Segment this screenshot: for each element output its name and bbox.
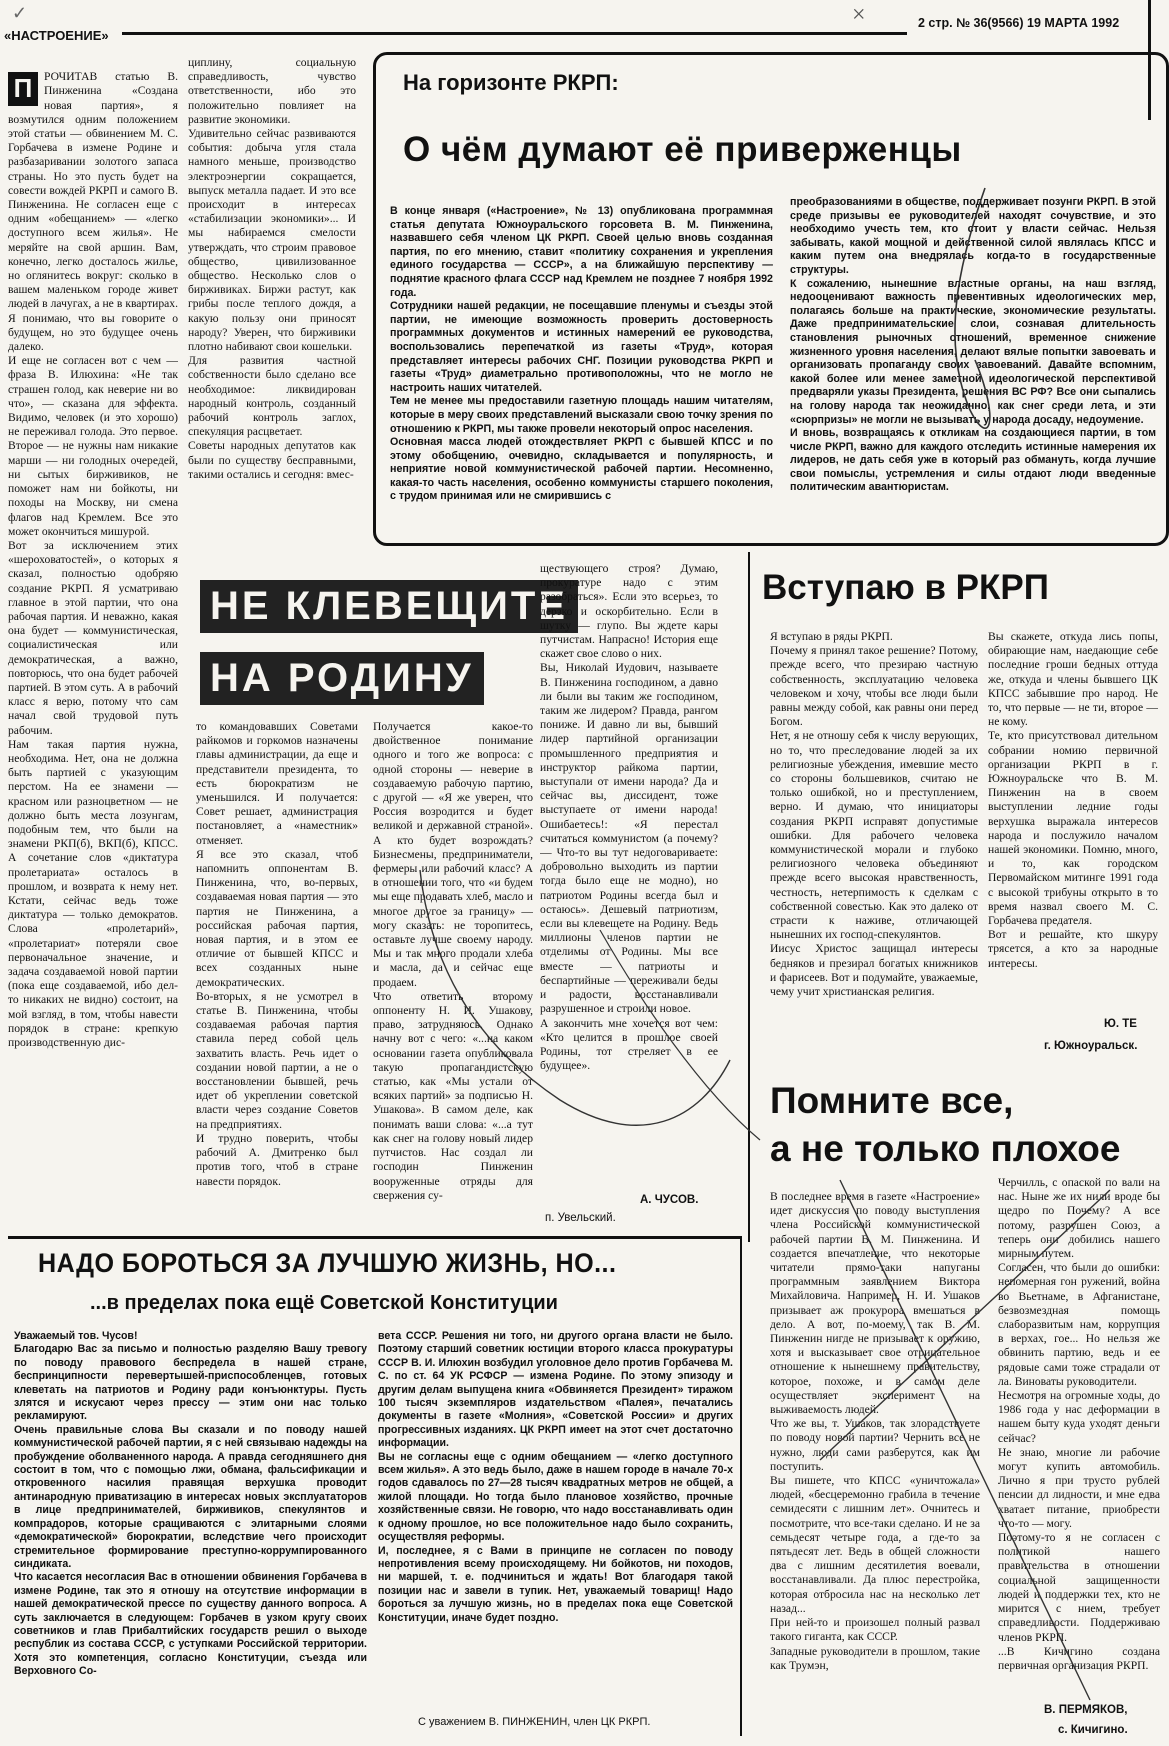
pomnite-signature: В. ПЕРМЯКОВ, [1044, 1704, 1128, 1716]
klevetat-title-line1: НЕ КЛЕВЕЩИТЕ [200, 580, 578, 633]
borotsya-subtitle: ...в пределах пока ещё Советской Конституции [90, 1292, 558, 1314]
klevetat-signature: А. ЧУСОВ. [640, 1194, 699, 1206]
article-left-col2: циплину, социальную справедливость, чувство ответственности, ибо это положительно повлияет на развитие экономики. Удивительно сейчас развиваются события: добыча угля стала намного меньше, производство электроэнергии сокращается, выпуск металла падает. И это все происходит в интересах «стабилизации экономики»... И мы набираемся смелости утверждать, что строим правовое общество, цивилизованное общество. Несколько слов о бирживиках. Биржи растут, как грибы после теплого дождя, а какую пользу они приносят народу? Уверен, что бирживики плотно набивают свои кошельки. Для развития частной собственности было сделано все необходимое: ликвидирован народный контроль, созданный рабочий контроль заглох, спекуляция расцветает. Советы народных депутатов как были по существу бесправными, такими остались и сегодня: вмес- [188, 56, 356, 481]
rkrp-title: О чём думают её приверженцы [403, 130, 962, 169]
klevetat-title-block2 [200, 652, 484, 705]
borotsya-title: НАДО БОРОТЬСЯ ЗА ЛУЧШУЮ ЖИЗНЬ, НО... [38, 1248, 617, 1278]
vstupayu-col2: Вы скажете, откуда лись попы, обирающие нам, наедающие себе последние гроши бедных оттуда же, откуда и члены бывшего ЦК КПСС забывшие про народ. Не то, что первые — не ти, второе — не кому. Те, кто присутствовал дительном собрании номию первичной организации РКРП в г. Южноуральске что В. М. Пинженин на в своем выступлении ледние годы верхушка выражала интересов народа и послужило началом нашей экономики. Помню, много, и то, как городском Первомайском митинге 1991 года с высокой трибуны открыто в то время назвал своего М. С. Горбачева предателя. Вот и решайте, кто шкуру трясется, а кто за народные интересы. [988, 630, 1158, 970]
article-left-col1 [8, 56, 178, 1226]
pomnite-place: с. Кичигино. [1058, 1724, 1128, 1736]
pomnite-col1: В последнее время в газете «Настроение» идет дискуссия по поводу выступления члена Российской коммунистической рабочей партии В. М. Пинженина. И создается впечатление, что некоторые читатели прямо-таки напуганы программным заявлением Виктора Михайловича. Например, Н. И. Ушаков призывает аж прокурора вмешаться в дело. А вот, по-моему, так В. М. Пинженин нигде не призывает к оружию, хотя и высказывает свое отрицательное отношение к нынешнему правительству, которое, похоже, и в самом деле осуществляет эксперимент на выживаемость людей. Что же вы, т. Ушаков, так злорадствуете по поводу новой партии? Чернить все не нужно, люди сами разберутся, как им поступить. Вы пишете, что КПСС «уничтожала» людей, «бесцеремонно грабила в течение семидесяти с лишним лет». Очнитесь и посмотрите, что все-таки сделано. И не за семьдесят четыре года, а где-то за пятьдесят лет. Ведь в общей сложности два с лишним десятилетия воевали, восстанавливали. Да плюс перестройка, которая отбросила нас на несколько лет назад... При ней-то и произошел полный развал такого гиганта, как СССР. Западные руководители в прошлом, такие как Трумэн, [770, 1190, 980, 1672]
pomnite-title-line1: Помните все, [770, 1080, 1014, 1121]
rkrp-col2: преобразованиями в обществе, поддерживает позунги РКРП. В этой среде призывы ее руководителей находят сочувствие, и это необходимо учесть тем, кто стоит у власти сейчас. Нельзя забывать, какой мощной и действенной силой являлась КПСС и каким путем она внедрялась когда-то в государственные структуры. К сожалению, нынешние властные органы, на наш взгляд, недооценивают важность превентивных идеологических мер, полагаясь больше на практические, экономические результаты. Даже предпринимательские слои, сознавая длительность становления рыночных отношений, временное снижение жизненного уровня населения, делают вялые попытки завоевать и организовать пропаганду своих завоеваний. Давайте вспомним, какой более или менее заметной идеологической перспективой предваряли указы Президента, решения ВС РФ? Все они сыпались на голову народа так неожиданно, как снег среди лета, и эти «сюрпризы» не могли не вызывать у народа досаду, недоумение. И вновь, возвращаясь к откликам на создающиеся партии, в том числе РКРП, важно для каждого отследить истинные намерения их лидеров, не дать себя уже в который раз обмануть, когда лучшие свои помыслы, устремления и силы отдают люди введенные политическим авантюристам. [790, 196, 1156, 494]
corner-handwriting-mark: × [852, 2, 866, 28]
vstupayu-col1: Я вступаю в ряды РКРП. Почему я принял такое решение? Потому, прежде всего, что презираю частную собственность, эксплуатацию человека человеком и хочу, чтобы все люди были равны между собой, как равны они перед Богом. Нет, я не отношу себя к числу верующих, но то, что преследование людей за их религиозные убеждения, имевшие место со стороны большевиков, считаю не только ошибкой, но и преступлением, верно. И думаю, что инициаторы создания РКРП исправят допустимые ошибки. Для рабочего человека коммунистической морали и глубоко религиозного человека объединяют прежде всего высокая нравственность, честность, нетерпимость к сделкам с собственной совестью. Как это далеко от страсти к наживе, отличающей нынешних их господ-спекулянтов. Иисус Христос защищал интересы бедняков и презирал богатых книжников и фарисеев. Вот и подумайте, уважаемые, чему учит христианская религия. [770, 630, 978, 999]
divider-vstupayu [748, 552, 750, 1242]
corner-handwriting-check: ✓ [12, 3, 28, 23]
rkrp-col1: В конце января («Настроение», № 13) опубликована программная статья депутата Южноуральского горсовета В. М. Пинженина, назвавшего себя членом ЦК РКРП. Своей целью вновь созданная партия, по его мнению, ставит «политику сохранения и укрепления единого государства — СССР», а на ближайшую перспективу — поднятие красного флага СССР над Кремлем не позднее 7 ноября 1992 года. Сотрудники нашей редакции, не посещавшие пленумы и съезды этой партии, не имеющие возможность проверить достоверность программных документов и истинных намерений ее руководства, воспользовались перепечаткой из газеты «Труд», которая представляет интересы рабочих СНГ. Позиции руководства РКРП и газеты «Труд» диаметрально противоположны, что не могло не настроить наших читателей. Тем не менее мы предоставили газетную площадь нашим читателям, которые в меру своих представлений высказали свою точку зрения по отношению к РКРП, мы также провели некоторый опрос населения. Основная масса людей отождествляет РКРП с бывшей КПСС и по этому обобщению, очевидно, складывается и популярность, и неприятие новой коммунистической рабочей партии. Несомненно, какая-то часть населения, особенно коммунисты старшего поколения, с трудом принимая или не смирившись с [390, 205, 773, 503]
borotsya-signature: С уважением В. ПИНЖЕНИН, член ЦК РКРП. [418, 1716, 651, 1728]
vstupayu-place: г. Южноуральск. [1044, 1040, 1138, 1052]
pomnite-title-line2: а не только плохое [770, 1128, 1121, 1169]
klevetat-title-block [200, 580, 578, 633]
klevetat-col3: ществующего строя? Думаю, прокуратуре надо с этим разобраться». Если это всерьез, то дерзко и оскорбительно. Если в шутку — глупо. Вы ждете кары путчистам. Напрасно! История еще скажет свое слово о них. Вы, Николай Иудович, называете В. Пинженина господином, а давно ли были вы таким же господином, таким же лидером? Правда, рангом пониже. И давно ли вы, бывший лидер партийной организации промышленного предприятия и инструктор райкома партии, выступали от имени народа? Да и сейчас вы, диссидент, тоже выступаете от имени народа! Ошибаетесь!: «Я перестал считаться коммунистом (а почему? — Что-то вы тут недоговариваете: добровольно выходить из партии тогда было еще не модно), но патриотом Родины всегда был и остаюсь». Дешевый патриотизм, если вы клевещете на Родину. Ведь миллионы членов партии не отделимы от Родины. Мы все вместе — патриоты и беспартийные — переживали беды и радости, восстанавливали разрушенное и строили новое. А закончить мне хочется вот чем: «Кто целится в прошлое своей Родины, тот стреляет в ее будущее». [540, 562, 718, 1073]
divider-borotsya-right [740, 1236, 742, 1736]
borotsya-col2: вета СССР. Решения ни того, ни другого органа власти не было. Поэтому старший советник юстиции второго класса прокуратуры СССР В. И. Илюхин возбудил уголовное дело против Горбачева М. С. по ст. 64 УК РСФСР — измена Родине. По этому эпизоду и другим делам выпущена книга «Обвиняется Президент» тиражом 100 тысяч экземпляров издательством «Палея», печатались документы в газете «Молния», «Советской России» и других прогрессивных изданиях. ЦК РКРП имеет на этот счет достаточно информации. Вы не согласны еще с одним обещанием — «легко доступного всем жилья». А это ведь было, даже в нашем городе в начале 70-х годов сдавалось по 27—28 тысяч квадратных метров не общей, а жилой площади. Но тогда было плановое хозяйство, прочные хозяйственные связи. Не говорю, что надо восстанавливать один к одному прошлое, но все положительное надо было сохранить, осуществляя реформы. И, последнее, я с Вами в принципе не согласен по поводу непротивления всему происходящему. Ни бойкотов, ни походов, ни маршей, т. е. подчиниться и ждать! Вот благодаря такой позиции нас и завели в тупик. Нет, уважаемый товарищ! Надо бороться за лучшую жизнь, но в пределах пока еще Советской Конституции, иначе будет поздно. [378, 1330, 733, 1624]
vstupayu-signature: Ю. ТЕ [1104, 1018, 1137, 1030]
klevetat-title-line2: НА РОДИНУ [200, 652, 484, 705]
pomnite-col2: Черчилль, с опаской по вали на нас. Ныне же их нили вроде бы щедро по Почему? А все потому, разрушен Союз, а теперь они добились нашего мирным путем. Согласен, что были до ошибки: непомерная гон ружений, война во Вьетнаме, в Афганистане, безвозмездная помощь слаборазвитым нам, коррупция в верхах, гое... Но нельзя же обвинить партию, ведь и ее рядовые сами тоже страдали от ла. Виноваты руководители. Несмотря на огромные ходы, до 1986 года у нас деформации в нашем быту куда уходят деньги сейчас? Не знаю, многие ли рабочие могут купить автомобиль. Лично я при трусто рублей пенсии дл лидности, и мне едва хватает питание, приобрести что-то — могу. Поэтому-то я не согласен с политикой нашего правительства в отношении социальной защищенности людей и поддержки тех, кто не мирится с нием, требует справедливости. Поддерживаю членов РКРП. ...В Кичигино создана первичная организация РКРП. [998, 1176, 1160, 1672]
rkrp-rubric: На горизонте РКРП: [403, 70, 619, 95]
section-label: «НАСТРОЕНИЕ» [4, 28, 109, 43]
vstupayu-title: Вступаю в РКРП [762, 568, 1049, 607]
issue-info: 2 стр. № 36(9566) 19 МАРТА 1992 [918, 16, 1120, 30]
divider-borotsya-top [8, 1236, 740, 1239]
article-left-col1-text: РОЧИТАВ статью В. Пинженина «Создана новая партия», я возмутился одним положением этой статьи — обвинением М. С. Горбачева в измене Родине и разбазаривании золотого запаса страны. Но это пусть будет на совести вождей РКРП и самого В. Пинженина. Не согласен еще с одним «обещанием» — «легко доступного всем жилья». Не меряйте на свой аршин. Вам, конечно, легко досталось жилье, но оглянитесь вокруг: сколько в вашем маленьком городе живет людей в лачугах, а не в квартирах. Я понимаю, что вы говорите о будущем, но это будущее очень далеко. И еще не согласен вот с чем — фраза В. Илюхина: «Не так страшен голод, как неверие ни во что», — сказана для эффекта. Видимо, человек (и это хорошо) не переживал голода. Это первое. Второе — не нужны нам никакие марши — ни голодных очередей, ни сытых бирживиков, не поможет нам ни бойкоты, ни походы на Москву, ни смена флагов над Кремлем. Все это может окончиться мишурой. Вот за исключением этих «шероховатостей», о которых я сказал, полностью одобряю создание РКРП. Я усматриваю главное в этой партии, что она рабочая партия. И неважно, какая она будет — коммунистическая, социалистическая или демократическая, а важно, повторюсь, что она будет рабочей партией. В этом суть. А в рабочий класс я верю, потому что сам начал свой трудовой путь рабочим. Нам такая партия нужна, необходима. Нет, она не должна быть партией с указующим перстом. На ее знамени — красном или разноцветном — не должно быть места лозунгам, подобным тем, что были на знамени РКП(б), ВКП(б), КПСС. А сочетание слов «диктатура пролетариата» осталось в прошлом, и возврата к нему нет. Кстати, сейчас ведь тоже диктатура — только демократов. Слова «пролетарий», «пролетариат» потеряли свое первоначальное значение, и задача создаваемой новой партии (пока еще создаваемой, ибо дел-то никаких не видно) состоит, на мой взгляд, в том, чтобы навести порядок в стране: крепкую производственную дис- [8, 70, 178, 1050]
klevetat-place: п. Увельский. [545, 1212, 616, 1224]
klevetat-col2: Получается какое-то двойственное понимание одного и того же вопроса: с одной стороны — неверие в создаваемую рабочую партию, с другой — «Я же уверен, что Россия возродится и будет великой и державной страной». А кто будет возрождать? Бизнесмены, предприниматели, фермеры или рабочий класс? А в отношении того, что «и будем мы еще продавать хлеб, масло и многое другое за границу» — могу сказать: не торопитесь, оставьте лучше своему народу. Мы и так много продали хлеба и масла, да и сейчас еще продаем. Что ответить второму оппоненту Н. И. Ушакову, право, затрудняюсь. Однако начну вот с чего: «...на каком основании газета опубликовала такую пропагандистскую статью, как «Мы устали от всяких партий» за подписью Н. Ушакова». В самом деле, как понимать ваши слова: «...а тут как снег на голову новый лидер путчистов. Нас создал ли господин Пинженин вооруженные отряды для свержения су- [373, 720, 533, 1202]
borotsya-col1: Уважаемый тов. Чусов! Благодарю Вас за письмо и полностью разделяю Вашу тревогу по поводу правового беспредела в нашей стране, беспринципности перевертышей-приспособленцев, готовых клеветать на патриотов и Родину ради конъюнктуры. Пусть злятся и искусают через прессу — этим они нас только рекламируют. Очень правильные слова Вы сказали и по поводу нашей коммунистической рабочей партии, я с ней связываю надежды на пробуждение оболваненного народа. А правда сегодняшнего дня состоит в том, что с помощью лжи, обмана, фальсификации и откровенного насилия правящая верхушка проводит антинародную приватизацию в интересах новых эксплуататоров в лице предпринимателей, бирживиков, спекулянтов и компрадоров, которые сращиваются с элитарными слоями «демократической» бюрократии, вследствие чего происходит стремительное формирование преступно-коррумпированного синдиката. Что касается несогласия Вас в отношении обвинения Горбачева в измене Родине, так это я отношу на отсутствие информации в нашей демократической прессе по существу данного вопроса. А суть заключается в следующем: Горбачев в узком кругу своих советников и глав Прибалтийских государств решил о выходе республик из состава СССР, с уступками Российской территории. Хотя это компетенция, согласно Конституции, съезда или Верховного Со- [14, 1330, 367, 1678]
dropcap: П [8, 72, 38, 106]
header-rule-left [122, 32, 907, 35]
klevetat-col1: то командовавших Советами райкомов и горкомов назначены главы администрации, да еще и представители президента, то есть бюрократизм не уменьшился. И получается: Совет решает, администрация постановляет, а «наместник» отменяет. Я все это сказал, чтоб напомнить оппонентам В. Пинженина, что, во-первых, создаваемая новая партия — это партия не Пинженина, а российская рабочая партия, новая партия, и в этом ее отличие от бывшей КПСС и всех созданных ныне демократических. Во-вторых, я не усмотрел в статье В. Пинженина, чтобы создаваемая рабочая партия ставила перед собой цель захватить власть. Речь идет о создании новой партии, а не о восстановлении бывшей, речь идет об укреплении советской власти через создание Советов на предприятиях. И трудно поверить, чтобы рабочий А. Дмитренко был против того, чтоб в стране навести порядок. [196, 720, 358, 1188]
